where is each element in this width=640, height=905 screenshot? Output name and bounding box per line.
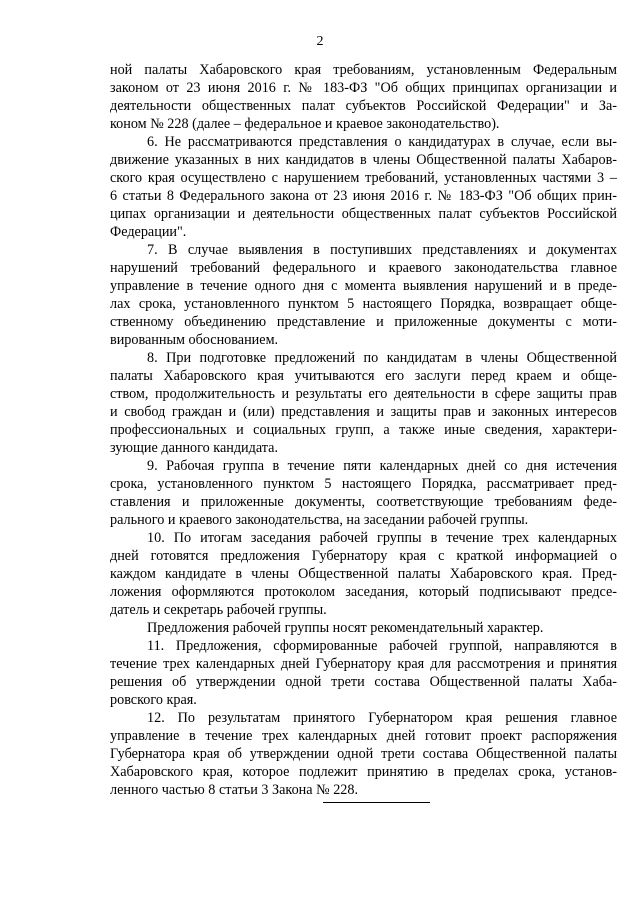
- text-line: Хабаровского края, которое подлежит принятию в пределах срока, установ-: [110, 764, 617, 780]
- text-line: 12. По результатам принятого Губернатором края решения главное: [147, 710, 617, 726]
- text-line: лах срока, установленного пунктом 5 настоящего Порядка, возвращает обще-: [110, 296, 617, 312]
- text-line: ной палаты Хабаровского края требованиям, установленным Федеральным: [110, 62, 617, 78]
- text-line: ственному объединению представление и приложенные документы с моти-: [110, 314, 617, 330]
- paragraph-item-7: [110, 241, 617, 349]
- text-line: Предложения рабочей группы носят рекомендательный характер.: [147, 620, 544, 636]
- text-line: Губернатора края об утверждении одной трети состава Общественной палаты: [110, 746, 617, 762]
- text-line: нарушений требований федерального и краевого законодательства главное: [110, 260, 617, 276]
- text-line: решения об утверждении одной трети состава Общественной палаты Хаба-: [110, 674, 617, 690]
- text-line: рального и краевого законодательства, на заседании рабочей группы.: [110, 512, 529, 528]
- text-line: управление в течение трех календарных дней готовит проект распоряжения: [110, 728, 617, 744]
- text-line: 10. По итогам заседания рабочей группы в течение трех календарных: [147, 530, 617, 546]
- text-line: зующие данного кандидата.: [110, 440, 279, 456]
- text-line: течение трех календарных дней Губернатору края для рассмотрения и принятия: [110, 656, 617, 672]
- text-line: и свобод граждан и (или) представления и защиты прав и законных интересов: [110, 404, 617, 420]
- paragraph-item-11: [110, 637, 617, 709]
- text-line: 6. Не рассматриваются представления о кандидатурах в случае, если вы-: [147, 134, 617, 150]
- text-line: ством, продолжительность и результаты его деятельности в сфере защиты прав: [110, 386, 617, 402]
- text-line: каждом кандидате в члены Общественной палаты Хабаровского края. Пред-: [110, 566, 617, 582]
- page-number: 2: [316, 34, 324, 49]
- text-line: 9. Рабочая группа в течение пяти календарных дней со дня истечения: [147, 458, 617, 474]
- text-line: ровского края.: [110, 692, 197, 708]
- text-line: ложения оформляются протоколом заседания, который подписывают предсе-: [110, 584, 617, 600]
- paragraph-item-6: [110, 133, 617, 241]
- text-line: ленного частью 8 статьи 3 Закона № 228.: [110, 782, 359, 798]
- paragraph-recommendation-note: [110, 619, 617, 637]
- text-line: ципах организации и деятельности общественных палат субъектов Российской: [110, 206, 617, 222]
- text-line: 11. Предложения, сформированные рабочей группой, направляются в: [147, 638, 617, 654]
- paragraph-item-8: [110, 349, 617, 457]
- text-line: палаты Хабаровского края учитываются его заслуги перед краем и обще-: [110, 368, 617, 384]
- end-separator-line: [323, 802, 430, 803]
- text-line: 6 статьи 8 Федерального закона от 23 июня 2016 г. № 183-ФЗ "Об общих прин-: [110, 188, 617, 204]
- text-line: профессиональных и социальных групп, а также иные сведения, характери-: [110, 422, 617, 438]
- text-line: законом от 23 июня 2016 г. № 183-ФЗ "Об общих принципах организации и: [110, 80, 617, 96]
- text-line: срока, установленного пунктом 5 настоящего Порядка, рассматривает пред-: [110, 476, 617, 492]
- paragraph-continuation: [110, 61, 617, 133]
- document-body: [110, 61, 617, 799]
- paragraph-item-10: [110, 529, 617, 619]
- text-line: коном № 228 (далее – федеральное и краевое законодательство).: [110, 116, 500, 132]
- text-line: Федерации".: [110, 224, 187, 240]
- text-line: вированным обоснованием.: [110, 332, 279, 348]
- text-line: датель и секретарь рабочей группы.: [110, 602, 327, 618]
- text-line: 8. При подготовке предложений по кандидатам в члены Общественной: [147, 350, 617, 366]
- paragraph-item-9: [110, 457, 617, 529]
- text-line: ского края осуществлено с нарушением требований, установленных частями 3 –: [110, 170, 617, 186]
- text-line: движение указанных в них кандидатов в члены Общественной палаты Хабаров-: [110, 152, 617, 168]
- paragraph-item-12: [110, 709, 617, 799]
- text-line: дней готовятся предложения Губернатору края с краткой информацией о: [110, 548, 617, 564]
- text-line: управление в течение одного дня с момента выявления нарушений и в преде-: [110, 278, 617, 294]
- text-line: 7. В случае выявления в поступивших представлениях и документах: [147, 242, 617, 258]
- text-line: ставления и приложенные документы, соответствующие требованиям феде-: [110, 494, 617, 510]
- text-line: деятельности общественных палат субъектов Российской Федерации" и За-: [110, 98, 617, 114]
